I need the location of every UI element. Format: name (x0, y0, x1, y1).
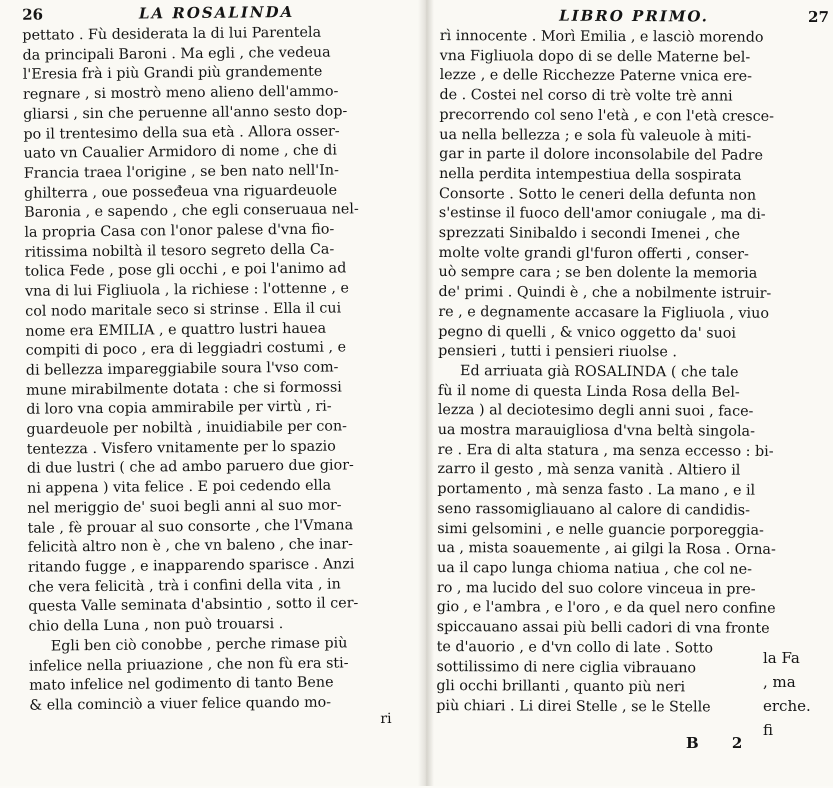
text-line: vna di lui Figliuola , la richiese : l'ottenne , e (24, 280, 350, 300)
text-line: portamento , mà senza fasto . La mano , e il (437, 481, 756, 499)
text-line: ua nella bellezza ; e sola fù valeuole à miti- (439, 126, 752, 145)
text-line: felicità altro non è , che vn baleno , che inar- (27, 536, 353, 557)
text-line: nome era EMILIA , e quattro lustri hauea (25, 320, 327, 340)
text-line: di bellezza impareggiabile soura l'vso com- (25, 359, 339, 379)
text-line: Consorte . Sotto le ceneri della defunta non (438, 185, 757, 204)
text-line: questa Valle seminata d'absintio , sotto il cer- (28, 595, 359, 616)
text-line: ni appena ) vita felice . E poi cedendo ella (27, 477, 332, 497)
text-line: l'Eresia frà i più Grandi più grandemente (22, 64, 323, 84)
text-line: gli occhi brillanti , quanto più neri (436, 678, 686, 696)
text-line: sottilissimo di nere ciglia vibrauano (436, 658, 697, 676)
running-head: LIBRO PRIMO. (559, 6, 709, 26)
catchword: ri (380, 710, 392, 727)
text-line: uò sempre cara ; se ben dolente la memoria (438, 264, 758, 283)
text-line: tolica Fede , pose gli occhi , e poi l'animo ad (24, 260, 347, 281)
text-line: pensieri , tutti i pensieri riuolse . (438, 343, 677, 361)
text-line: sprezzati Sinibaldo i secondi Imenei , che (438, 225, 740, 243)
text-line: s'estinse il fuoco dell'amor coniugale , ma di- (438, 205, 766, 224)
text-line: ua mostra marauigliosa d'vna beltà singola- (437, 422, 755, 440)
text-line: molte volte grandi gl'furon offerti , conser- (438, 244, 749, 263)
margin-notes (763, 646, 827, 742)
right-page-header (440, 6, 829, 26)
text-line: nella perdita intempestiua della sospirata (439, 165, 742, 184)
text-line: guardeuole per nobiltà , inuidiabile per con- (26, 418, 348, 438)
text-line: te d'auorio , e d'vn collo di late . Sotto (436, 638, 714, 657)
text-line: col nodo maritale seco si strinse . Ella il cui (25, 300, 342, 320)
text-line: lezze , e delle Ricchezze Paterne vnica ere- (439, 67, 752, 86)
text-line: compiti di poco , era di leggiadri costumi , e (25, 339, 347, 359)
text-line: zarro il gesto , mà senza vanità . Altiero il (437, 461, 741, 480)
text-line: tale , fè prouar al suo consorte , che l'Vmana (27, 516, 354, 537)
text-line: infelice nella priuazione , che non fù era sti- (28, 654, 349, 675)
left-page-header (22, 2, 410, 24)
text-line: ritissima nobiltà il tesoro segreto della Ca- (24, 241, 335, 261)
text-line: regnare , si mostrò meno alieno dell'ammo- (22, 83, 339, 103)
text-line: de' primi . Quindi è , che a nobilmente istruir- (438, 284, 772, 302)
text-line: re , e degnamente accasare la Figliuola , viuo (438, 303, 770, 322)
left-page-text (22, 23, 417, 717)
text-line: ritando fugge , e inapparendo sparisce . Anzi (27, 556, 355, 576)
text-line: Baronia , e sapendo , che egli conseruaua nel- (24, 201, 359, 222)
margin-note: , ma (763, 673, 796, 691)
text-line: rì innocente . Morì Emilia , e lasciò morendo (439, 28, 764, 46)
text-line: Francia traea l'origine , se ben nato nell'In- (23, 162, 339, 182)
text-line: ghilterra , oue posseđeua vna riguardeuole (23, 182, 338, 202)
text-line: di due lustri ( che ad ambo paruero due gior- (26, 457, 354, 478)
page-number: 27 (807, 7, 829, 27)
text-line: ua il capo lunga chioma natiua , che col ne- (436, 560, 752, 578)
text-line: Egli ben ciò conobbe , perche rimase più (50, 635, 348, 655)
text-line: spiccauano assai più belli cadori di vna fronte (436, 619, 770, 637)
text-line: la propria Casa con l'onor palese d'vna fio- (24, 221, 335, 241)
page-number: 26 (22, 5, 44, 24)
text-line: da principali Baroni . Ma egli , che vedeua (22, 44, 331, 64)
text-line: pegno di quelli , & vnico oggetto da' suoi (438, 323, 737, 342)
text-line: pettato . Fù desiderata la di lui Parentela (22, 24, 322, 44)
text-line: tentezza . Visfero vnitamente per lo spazio (26, 438, 336, 458)
running-head: LA ROSALINDA (138, 2, 295, 23)
margin-note: fi (763, 721, 774, 739)
text-line: mato infelice nel godimento di tanto Bene (29, 674, 334, 694)
text-line: simi gelsomini , e nelle guancie porporeggia- (437, 520, 764, 539)
text-line: gliarsi , sin che peruenne all'anno sesto dop- (23, 103, 348, 123)
text-line: gar in parte il dolore inconsolabile del Padre (439, 146, 763, 164)
text-line: che vera felicità , trà i confini della vita , in (28, 576, 341, 596)
text-line: & ella cominciò a viuer felice quando mo- (29, 694, 332, 714)
text-line: precorrendo col seno l'età , e con l'età cresce- (439, 106, 774, 125)
text-line: di loro vna copia ammirabile per virtù , ri- (26, 398, 332, 419)
text-line: de . Costei nel corso di trè volte trè anni (439, 87, 733, 105)
text-line: ro , ma lucido del suo colore vinceua in pre- (436, 579, 756, 598)
text-line: gio , e l'ambra , e l'oro , e da quel nero confine (436, 599, 776, 618)
text-line: seno rassomigliauano al calore di candidis- (437, 500, 751, 519)
text-line: Ed arriuata già ROSALINDA ( che tale (460, 363, 739, 381)
text-line: po il trentesimo della sua età . Allora osser- (23, 122, 340, 143)
text-line: chio della Luna , non può trouarsi . (28, 616, 284, 635)
text-line: vna Figliuola dopo di se delle Materne bel- (439, 47, 751, 66)
text-line: uato vn Caualier Armidoro di nome , che di (23, 142, 338, 162)
text-line: più chiari . Li direi Stelle , se le Stelle (436, 697, 711, 716)
text-line: fù il nome di questa Linda Rosa della Bel- (437, 382, 740, 401)
margin-note: erche. (763, 697, 811, 715)
text-line: ua , mista soauemente , ai gilgi la Rosa . Orna- (437, 540, 776, 559)
margin-note: la Fa (763, 649, 800, 667)
signature-mark: B 2 (686, 734, 757, 752)
right-page-text (436, 27, 829, 719)
text-line: nel meriggio de' suoi begli anni al suo mor- (27, 497, 342, 517)
text-line: mune mirabilmente dotata : che si formossi (26, 379, 342, 399)
text-line: lezza ) al deciotesimo degli anni suoi , face- (437, 402, 754, 421)
text-line: re . Era di alta statura , ma senza eccesso : bi- (437, 441, 774, 460)
